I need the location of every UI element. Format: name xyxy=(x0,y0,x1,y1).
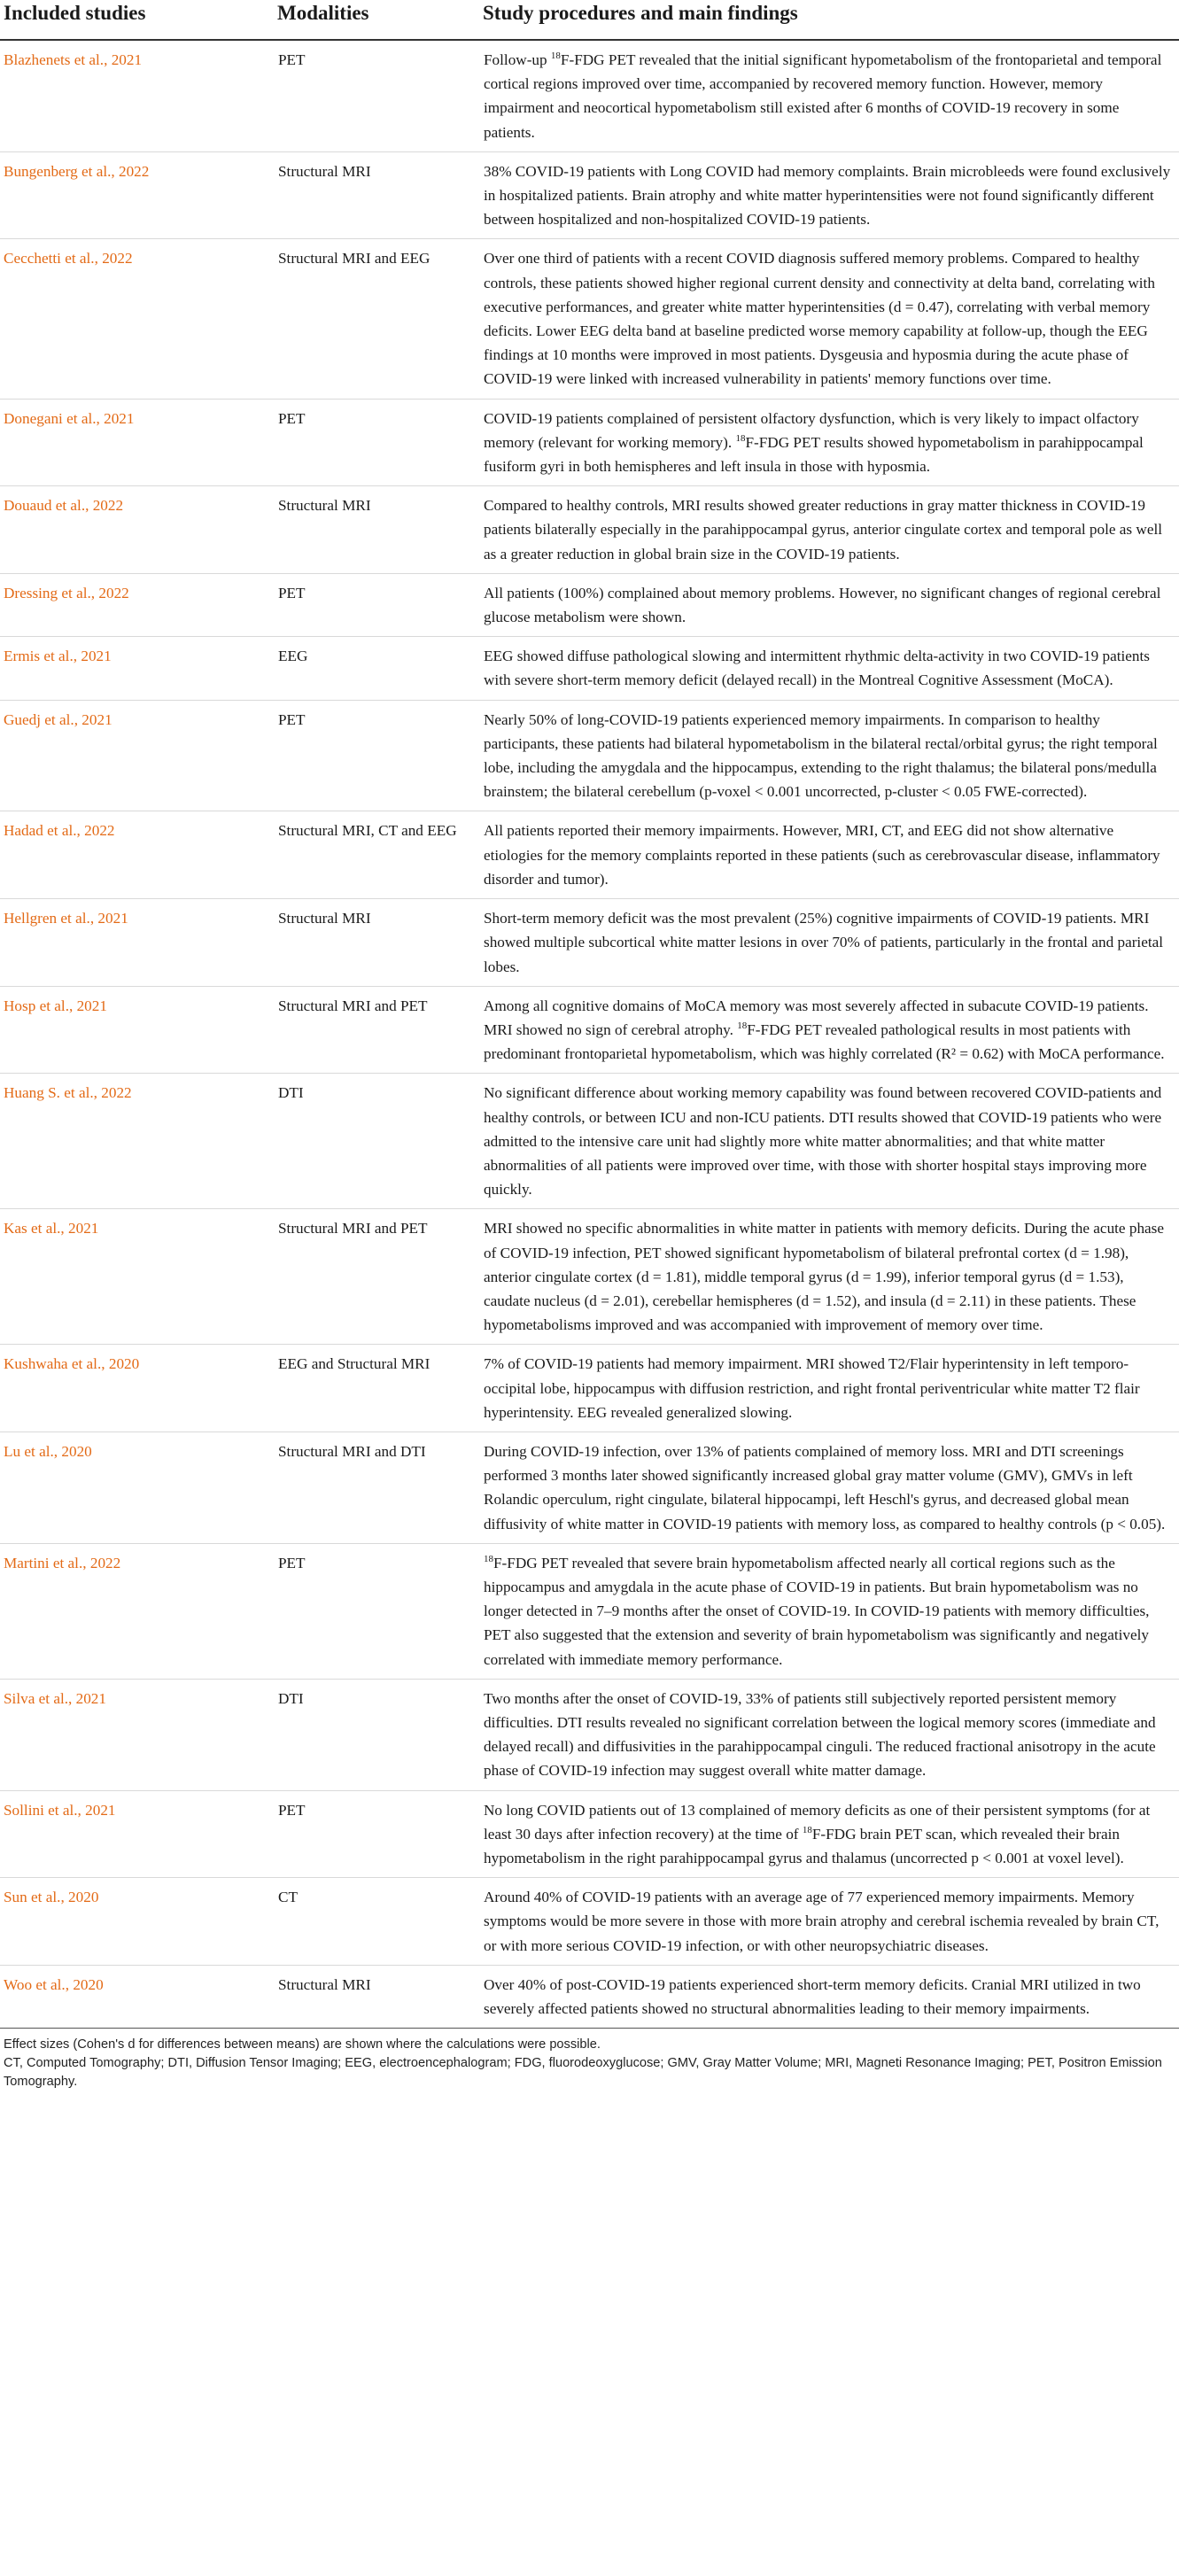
study-citation-link[interactable]: Martini et al., 2022 xyxy=(4,1554,121,1571)
modality-cell: PET xyxy=(278,1554,306,1571)
findings-cell xyxy=(483,1209,1179,1345)
study-citation-link[interactable]: Dressing et al., 2022 xyxy=(4,584,129,601)
findings-text: Compared to healthy controls, MRI results showed greater reductions in gray matter thickness in COVID-19 patients bilaterally especially in the parahippocampal gyrus, anterior cingulate cortex and temporal pole as well as a greater reduction in global brain size in the COVID-19 patients. xyxy=(484,497,1162,563)
table-row xyxy=(0,1209,1179,1345)
table-row xyxy=(0,1790,1179,1878)
findings-text: MRI showed no specific abnormalities in white matter in patients with memory deficits. During the acute phase of COVID-19 infection, PET showed significant hypometabolism of bilateral prefrontal cortex (d = 1.98), anterior cingulate cortex (d = 1.81), middle temporal gyrus (d = 1.99), inferior temporal gyrus (d = 1.53), caudate nucleus (d = 2.01), cerebellar hemispheres (d = 1.52), and insula (d = 2.11) in these patients. These hypometabolisms improved and was accompanied with improvement of memory over time. xyxy=(484,1220,1164,1334)
findings-cell xyxy=(483,486,1179,574)
header-included-studies: Included studies xyxy=(4,2,146,24)
findings-cell xyxy=(483,40,1179,151)
findings-text: F-FDG brain PET scan, which revealed their brain hypometabolism in the right parahippocampal gyrus and thalamus (uncorrected p < 0.001 at voxel level). xyxy=(484,1825,1124,1866)
modality-cell: EEG xyxy=(278,648,308,665)
table-row xyxy=(0,1074,1179,1209)
findings-text: No long COVID patients out of 13 complained of memory deficits as one of their persistent symptoms (for at least 30 days after infection recovery) at the time of xyxy=(484,1801,1151,1843)
modality-cell: PET xyxy=(278,51,306,68)
table-footnotes xyxy=(0,2029,1179,2091)
findings-text: Among all cognitive domains of MoCA memory was most severely affected in subacute COVID-19 patients. MRI showed no sign of cerebral atrophy. xyxy=(484,997,1149,1038)
modality-cell: Structural MRI xyxy=(278,162,371,180)
table-row xyxy=(0,40,1179,151)
findings-text: Nearly 50% of long-COVID-19 patients experienced memory impairments. In comparison to healthy participants, these patients had bilateral hypometabolism in the bilateral rectal/orbital gyrus; the right temporal lobe, including the amygdala and the hippocampus, extending to the right thalamus; the bilateral pons/medulla brainstem; the bilateral cerebellum (p-voxel < 0.001 uncorrected, p-cluster < 0.05 FWE-corrected). xyxy=(484,710,1158,801)
modality-cell: PET xyxy=(278,584,306,601)
modality-cell: Structural MRI and DTI xyxy=(278,1442,426,1460)
footnote: CT, Computed Tomography; DTI, Diffusion Tensor Imaging; EEG, electroencephalogram; FDG, fluorodeoxyglucose; GMV, Gray Matter Volume; MRI, Magneti Resonance Imaging; PET, Positron Emission Tomography. xyxy=(4,2056,1162,2090)
modality-cell: EEG and Structural MRI xyxy=(278,1355,430,1373)
study-citation-link[interactable]: Lu et al., 2020 xyxy=(4,1442,92,1460)
isotope-superscript: 18 xyxy=(484,1553,493,1564)
findings-cell xyxy=(483,1790,1179,1878)
study-citation-link[interactable]: Kushwaha et al., 2020 xyxy=(4,1355,140,1373)
study-citation-link[interactable]: Kas et al., 2021 xyxy=(4,1220,99,1238)
findings-cell xyxy=(483,1543,1179,1679)
modality-cell: Structural MRI xyxy=(278,1975,371,1993)
table-row xyxy=(0,899,1179,987)
table-row xyxy=(0,1543,1179,1679)
findings-cell xyxy=(483,637,1179,700)
table-row xyxy=(0,1432,1179,1543)
isotope-superscript: 18 xyxy=(735,432,746,444)
table-header xyxy=(0,0,1179,40)
findings-cell xyxy=(483,1679,1179,1790)
modality-cell: Structural MRI and PET xyxy=(278,997,428,1014)
table-row xyxy=(0,239,1179,399)
findings-cell xyxy=(483,899,1179,987)
study-citation-link[interactable]: Silva et al., 2021 xyxy=(4,1689,106,1707)
table-row xyxy=(0,1679,1179,1790)
modality-cell: PET xyxy=(278,710,306,728)
modality-cell: Structural MRI and EEG xyxy=(278,250,430,268)
table-row xyxy=(0,700,1179,811)
findings-text: Two months after the onset of COVID-19, 33% of patients still subjectively reported persistent memory difficulties. DTI results revealed no significant correlation between the logical memory scores (immediate and delayed recall) and diffusivities in the parahippocampal cinguli. The reduced fractional anisotropy in the acute phase of COVID-19 infection may suggest overall white matter damage. xyxy=(484,1689,1156,1780)
findings-text: F-FDG PET revealed that the initial significant hypometabolism of the frontoparietal and temporal cortical regions improved over time, accompanied by recovered memory function. However, memory impairment and neocortical hypometabolism still existed after 6 months of COVID-19 recovery in some patients. xyxy=(484,51,1162,141)
findings-text: During COVID-19 infection, over 13% of patients complained of memory loss. MRI and DTI screenings performed 3 months later showed significantly increased global gray matter volume (GMV), GMVs in left Rolandic operculum, right cingulate, bilateral hippocampi, left Heschl's gyrus, and decreased global mean diffusivity of white matter in COVID-19 patients with memory loss, as compared to healthy controls (p < 0.05). xyxy=(484,1442,1166,1532)
study-citation-link[interactable]: Douaud et al., 2022 xyxy=(4,497,124,515)
findings-text: Around 40% of COVID-19 patients with an average age of 77 experienced memory impairments. Memory symptoms would be more severe in those with more brain atrophy and cerebral ischemia revealed by brain CT, or with more serious COVID-19 infection, or with other neuropsychiatric diseases. xyxy=(484,1889,1160,1954)
table-row xyxy=(0,1965,1179,2028)
footnote: Effect sizes (Cohen's d for differences between means) are shown where the calculations were possible. xyxy=(4,2037,601,2052)
modality-cell: Structural MRI, CT and EEG xyxy=(278,822,457,840)
study-citation-link[interactable]: Sollini et al., 2021 xyxy=(4,1801,116,1819)
findings-cell xyxy=(483,399,1179,486)
study-citation-link[interactable]: Guedj et al., 2021 xyxy=(4,710,112,728)
modality-cell: Structural MRI and PET xyxy=(278,1220,428,1238)
findings-text: F-FDG PET revealed that severe brain hypometabolism affected nearly all cortical regions such as the hippocampus and amygdala in the acute phase of COVID-19 in patients. But brain hypometabolism was no longer detected in 7–9 months after the onset of COVID-19. In COVID-19 patients with memory difficulties, PET also suggested that the extension and severity of brain hypometabolism was significantly and negatively correlated with immediate memory performance. xyxy=(484,1554,1150,1668)
table-row xyxy=(0,986,1179,1074)
modality-cell: PET xyxy=(278,409,306,427)
findings-text: Follow-up xyxy=(484,51,551,68)
modality-cell: Structural MRI xyxy=(278,910,371,927)
findings-text: 7% of COVID-19 patients had memory impairment. MRI showed T2/Flair hyperintensity in left temporo-occipital lobe, hippocampus with diffusion restriction, and right frontal periventricular white matter T2 flair hyperintensity. EEG revealed generalized slowing. xyxy=(484,1355,1140,1421)
findings-cell xyxy=(483,1345,1179,1432)
study-citation-link[interactable]: Donegani et al., 2021 xyxy=(4,409,135,427)
findings-text: 38% COVID-19 patients with Long COVID had memory complaints. Brain microbleeds were found exclusively in hospitalized patients. Brain atrophy and white matter hyperintensities were not found significantly different between hospitalized and non-hospitalized COVID-19 patients. xyxy=(484,162,1171,229)
findings-text: No significant difference about working memory capability was found between recovered COVID-patients and healthy controls, or between ICU and non-ICU patients. DTI results showed that COVID-19 patients who were admitted to the intensive care unit had slightly more white matter abnormalities; and that white matter abnormalities of all patients were improved over time, with those with shorter hospital stays improving more quickly. xyxy=(484,1084,1162,1199)
study-citation-link[interactable]: Hellgren et al., 2021 xyxy=(4,910,128,927)
study-citation-link[interactable]: Blazhenets et al., 2021 xyxy=(4,51,143,68)
findings-text: COVID-19 patients complained of persistent olfactory dysfunction, which is very likely to impact olfactory memory (relevant for working memory). xyxy=(484,409,1139,451)
table-row xyxy=(0,811,1179,899)
study-citation-link[interactable]: Huang S. et al., 2022 xyxy=(4,1084,132,1102)
study-citation-link[interactable]: Cecchetti et al., 2022 xyxy=(4,250,133,268)
table-row xyxy=(0,151,1179,239)
isotope-superscript: 18 xyxy=(737,1020,748,1031)
isotope-superscript: 18 xyxy=(802,1824,812,1835)
table-row xyxy=(0,573,1179,636)
table-body xyxy=(0,40,1179,2029)
table-row xyxy=(0,486,1179,574)
findings-text: EEG showed diffuse pathological slowing and intermittent rhythmic delta-activity in two COVID-19 patients with severe short-term memory deficit (delayed recall) in the Montreal Cognitive Assessment (MoCA). xyxy=(484,648,1150,689)
findings-cell xyxy=(483,1074,1179,1209)
table-row xyxy=(0,399,1179,486)
findings-text: Short-term memory deficit was the most prevalent (25%) cognitive impairments of COVID-19 patients. MRI showed multiple subcortical white matter lesions in over 70% of patients, particularly in the frontal and parietal lobes. xyxy=(484,910,1164,975)
findings-cell xyxy=(483,811,1179,899)
modality-cell: PET xyxy=(278,1801,306,1819)
findings-cell xyxy=(483,700,1179,811)
header-row xyxy=(0,0,1179,40)
study-citation-link[interactable]: Woo et al., 2020 xyxy=(4,1975,104,1993)
study-citation-link[interactable]: Bungenberg et al., 2022 xyxy=(4,162,150,180)
table-row xyxy=(0,1345,1179,1432)
findings-text: Over 40% of post-COVID-19 patients experienced short-term memory deficits. Cranial MRI utilized in two severely affected patients showed no structural abnormalities leading to their memory impairments. xyxy=(484,1975,1141,2018)
table-row xyxy=(0,1878,1179,1966)
study-citation-link[interactable]: Hadad et al., 2022 xyxy=(4,822,115,840)
modality-cell: DTI xyxy=(278,1689,304,1707)
modality-cell: DTI xyxy=(278,1084,304,1102)
findings-cell xyxy=(483,151,1179,239)
findings-cell xyxy=(483,573,1179,636)
header-findings: Study procedures and main findings xyxy=(483,2,798,24)
findings-cell xyxy=(483,1432,1179,1543)
isotope-superscript: 18 xyxy=(550,50,561,61)
findings-cell xyxy=(483,1965,1179,2028)
header-modalities: Modalities xyxy=(277,2,369,24)
study-citation-link[interactable]: Hosp et al., 2021 xyxy=(4,997,107,1014)
findings-cell xyxy=(483,1878,1179,1966)
findings-text: Over one third of patients with a recent COVID diagnosis suffered memory problems. Compared to healthy controls, these patients showed higher regional current density and connectivity at delta band, correlating with executive performances, and greater white matter hyperintensities (d = 0.47), correlating with verbal memory deficits. Lower EEG delta band at baseline predicted worse memory capability at follow-up, though the EEG findings at 10 months were improved in most patients. Dysgeusia and hyposmia during the acute phase of COVID-19 were linked with increased vulnerability in patients' memory functions over time. xyxy=(484,250,1155,388)
findings-text: All patients reported their memory impairments. However, MRI, CT, and EEG did not show alternative etiologies for the memory complaints reported in these patients (such as cerebrovascular disease, inflammatory disorder and tumor). xyxy=(484,822,1160,888)
findings-text: F-FDG PET results showed hypometabolism in parahippocampal fusiform gyri in both hemispheres and left insula in those with hyposmia. xyxy=(484,433,1144,476)
table-row xyxy=(0,637,1179,700)
modality-cell: Structural MRI xyxy=(278,497,371,515)
modality-cell: CT xyxy=(278,1889,298,1906)
findings-text: All patients (100%) complained about memory problems. However, no significant changes of regional cerebral glucose metabolism were shown. xyxy=(484,584,1161,626)
findings-cell xyxy=(483,239,1179,399)
findings-cell xyxy=(483,986,1179,1074)
findings-text: F-FDG PET revealed pathological results in most patients with predominant frontoparietal hypometabolism, which was highly correlated (R² = 0.62) with MoCA performance. xyxy=(484,1020,1165,1063)
study-citation-link[interactable]: Ermis et al., 2021 xyxy=(4,648,112,665)
study-citation-link[interactable]: Sun et al., 2020 xyxy=(4,1889,99,1906)
